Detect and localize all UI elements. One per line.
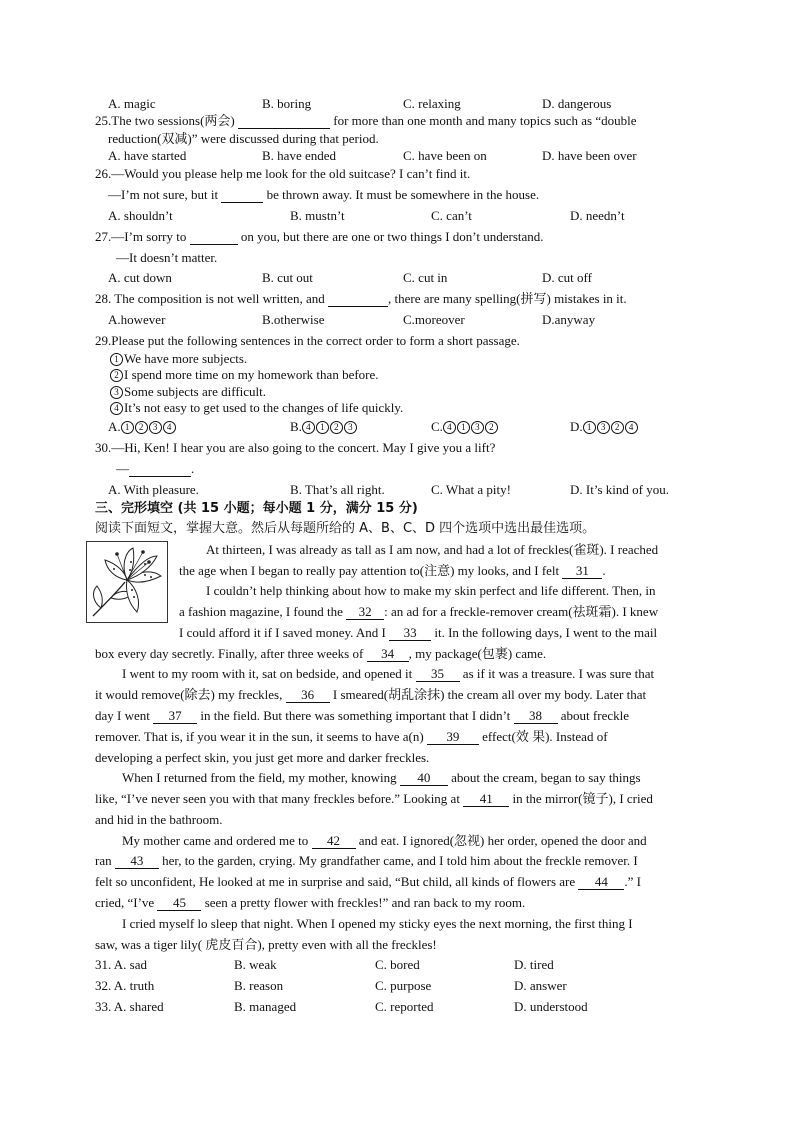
passage-line-18: cried, “I’ve 45 seen a pretty flower with freckles!” and ran back to my room. bbox=[95, 895, 526, 910]
blank-34: 34 bbox=[367, 647, 409, 662]
q26-option-b: B. mustn’t bbox=[290, 208, 345, 223]
blank-37: 37 bbox=[153, 709, 197, 724]
q24-option-d: D. dangerous bbox=[542, 96, 612, 111]
q30-blank bbox=[129, 462, 191, 477]
q27-option-b: B. cut out bbox=[262, 270, 313, 285]
blank-38: 38 bbox=[514, 709, 558, 724]
q25-stem-line2: reduction(双减)” were discussed during that period. bbox=[108, 131, 379, 146]
q24-option-a: A. magic bbox=[108, 96, 156, 111]
q28-stem: 28. The composition is not well written, and , there are many spelling(拼写) mistakes in it. bbox=[95, 291, 627, 306]
blank-35: 35 bbox=[416, 667, 460, 682]
q33-option-a: 33. A. shared bbox=[95, 999, 164, 1014]
q29-sentence-3: 3 Some subjects are difficult. bbox=[110, 384, 266, 400]
q26-option-c: C. can’t bbox=[431, 208, 472, 223]
blank-41: 41 bbox=[463, 792, 509, 807]
blank-42: 42 bbox=[312, 834, 356, 849]
q31-option-c: C. bored bbox=[375, 957, 420, 972]
passage-line-15: My mother came and ordered me to 42 and eat. I ignored(忽视) her order, opened the door and bbox=[122, 833, 647, 848]
passage-line-11: developing a perfect skin, you just get more and darker freckles. bbox=[95, 750, 430, 765]
q33-option-d: D. understood bbox=[514, 999, 588, 1014]
blank-33: 33 bbox=[389, 626, 431, 641]
passage-line-8: it would remove(除去) my freckles, 36 I smeared(胡乱涂抹) the cream all over my body. Later that bbox=[95, 687, 647, 702]
q30-option-c: C. What a pity! bbox=[431, 482, 511, 497]
blank-31: 31 bbox=[562, 564, 602, 579]
q33-option-c: C. reported bbox=[375, 999, 434, 1014]
blank-44: 44 bbox=[578, 875, 624, 890]
q28-option-c: C.moreover bbox=[403, 312, 465, 327]
q29-option-c: C. 4 1 3 2 bbox=[431, 419, 499, 435]
passage-line-1: At thirteen, I was already as tall as I am now, and had a lot of freckles(雀斑). I reached bbox=[206, 542, 659, 557]
q25-option-b: B. have ended bbox=[262, 148, 337, 163]
passage-line-4: a fashion magazine, I found the 32 : an ad for a freckle-remover cream(祛斑霜). I knew bbox=[179, 604, 659, 619]
passage-line-19: I cried myself lo sleep that night. When I opened my sticky eyes the next morning, the first thing I bbox=[122, 916, 633, 931]
tiger-lily-icon bbox=[87, 542, 167, 622]
passage-line-13: like, “I’ve never seen you with that many freckles before.” Looking at 41 in the mirror(镜子), I cried bbox=[95, 791, 653, 806]
q32-option-d: D. answer bbox=[514, 978, 567, 993]
passage-line-20: saw, was a tiger lily( 虎皮百合), pretty even with all the freckles! bbox=[95, 937, 437, 952]
q26-stem-line1: 26.—Would you please help me look for the old suitcase? I can’t find it. bbox=[95, 166, 471, 181]
section-instructions: 阅读下面短文，掌握大意。然后从每题所给的 A、B、C、D 四个选项中选出最佳选项。 bbox=[95, 521, 596, 536]
q30-option-d: D. It’s kind of you. bbox=[570, 482, 669, 497]
q24-option-b: B. boring bbox=[262, 96, 312, 111]
q29-option-b: B. 4 1 2 3 bbox=[290, 419, 358, 435]
q27-option-a: A. cut down bbox=[108, 270, 172, 285]
passage-line-6: box every day secretly. Finally, after three weeks of 34 , my package(包裹) came. bbox=[95, 646, 547, 661]
flower-illustration bbox=[86, 541, 168, 623]
q32-option-b: B. reason bbox=[234, 978, 284, 993]
q30-option-b: B. That’s all right. bbox=[290, 482, 385, 497]
q27-option-c: C. cut in bbox=[403, 270, 448, 285]
q33-option-b: B. managed bbox=[234, 999, 297, 1014]
blank-36: 36 bbox=[286, 688, 330, 703]
q24-option-c: C. relaxing bbox=[403, 96, 461, 111]
q30-stem-line1: 30.—Hi, Ken! I hear you are also going to the concert. May I give you a lift? bbox=[95, 440, 496, 455]
q29-option-a: A. 1 2 3 4 bbox=[108, 419, 177, 435]
blank-45: 45 bbox=[157, 896, 201, 911]
q29-option-d: D. 1 3 2 4 bbox=[570, 419, 639, 435]
q29-stem: 29.Please put the following sentences in the correct order to form a short passage. bbox=[95, 333, 520, 348]
q26-option-a: A. shouldn’t bbox=[108, 208, 173, 223]
q27-option-d: D. cut off bbox=[542, 270, 592, 285]
blank-43: 43 bbox=[115, 854, 159, 869]
q25-stem-line1: 25.The two sessions(两会) for more than one month and many topics such as “double bbox=[95, 113, 637, 128]
blank-40: 40 bbox=[400, 771, 448, 786]
q31-option-b: B. weak bbox=[234, 957, 277, 972]
q29-sentence-2: 2 I spend more time on my homework than before. bbox=[110, 367, 379, 383]
q28-option-b: B.otherwise bbox=[262, 312, 325, 327]
q26-blank bbox=[221, 188, 263, 203]
passage-line-10: remover. That is, if you wear it in the sun, it seems to have a(n) 39 effect(效 果). Instead of bbox=[95, 729, 608, 744]
q27-blank bbox=[190, 230, 238, 245]
passage-line-5: I could afford it if I saved money. And I 33 it. In the following days, I went to the mail bbox=[179, 625, 658, 640]
q28-option-a: A.however bbox=[108, 312, 166, 327]
q31-option-a: 31. A. sad bbox=[95, 957, 147, 972]
passage-line-2: the age when I began to really pay attention to(注意) my looks, and I felt 31 . bbox=[179, 563, 606, 578]
q27-stem-line1: 27.—I’m sorry to on you, but there are one or two things I don’t understand. bbox=[95, 229, 544, 244]
q30-stem-line2: — . bbox=[116, 461, 195, 476]
q25-blank bbox=[238, 114, 330, 129]
blank-39: 39 bbox=[427, 730, 479, 745]
passage-line-12: When I returned from the field, my mother, knowing 40 about the cream, began to say things bbox=[122, 770, 641, 785]
passage-line-14: and hid in the bathroom. bbox=[95, 812, 223, 827]
q28-option-d: D.anyway bbox=[542, 312, 596, 327]
q26-stem-line2: —I’m not sure, but it be thrown away. It must be somewhere in the house. bbox=[108, 187, 540, 202]
passage-line-3: I couldn’t help thinking about how to make my skin perfect and life different. Then, in bbox=[206, 583, 656, 598]
passage-line-7: I went to my room with it, sat on bedside, and opened it 35 as if it was a treasure. I was sure that bbox=[122, 666, 655, 681]
q25-option-a: A. have started bbox=[108, 148, 187, 163]
blank-32: 32 bbox=[346, 605, 384, 620]
section-title: 三、完形填空 (共 15 小题；每小题 1 分，满分 15 分) bbox=[95, 501, 418, 516]
q30-option-a: A. With pleasure. bbox=[108, 482, 199, 497]
q32-option-c: C. purpose bbox=[375, 978, 432, 993]
q27-stem-line2: —It doesn’t matter. bbox=[116, 250, 218, 265]
q25-option-c: C. have been on bbox=[403, 148, 487, 163]
q28-blank bbox=[328, 292, 388, 307]
passage-line-17: felt so unconfident, He looked at me in surprise and said, “But child, all kinds of flowers are 44 .” I bbox=[95, 874, 642, 889]
passage-line-9: day I went 37 in the field. But there was something important that I didn’t 38 about freckle bbox=[95, 708, 629, 723]
q25-option-d: D. have been over bbox=[542, 148, 637, 163]
q29-sentence-1: 1 We have more subjects. bbox=[110, 351, 247, 367]
q26-option-d: D. needn’t bbox=[570, 208, 625, 223]
q29-sentence-4: 4 It’s not easy to get used to the changes of life quickly. bbox=[110, 400, 403, 416]
passage-line-16: ran 43 her, to the garden, crying. My grandfather came, and I told him about the freckle remover. I bbox=[95, 853, 638, 868]
q31-option-d: D. tired bbox=[514, 957, 554, 972]
q32-option-a: 32. A. truth bbox=[95, 978, 155, 993]
